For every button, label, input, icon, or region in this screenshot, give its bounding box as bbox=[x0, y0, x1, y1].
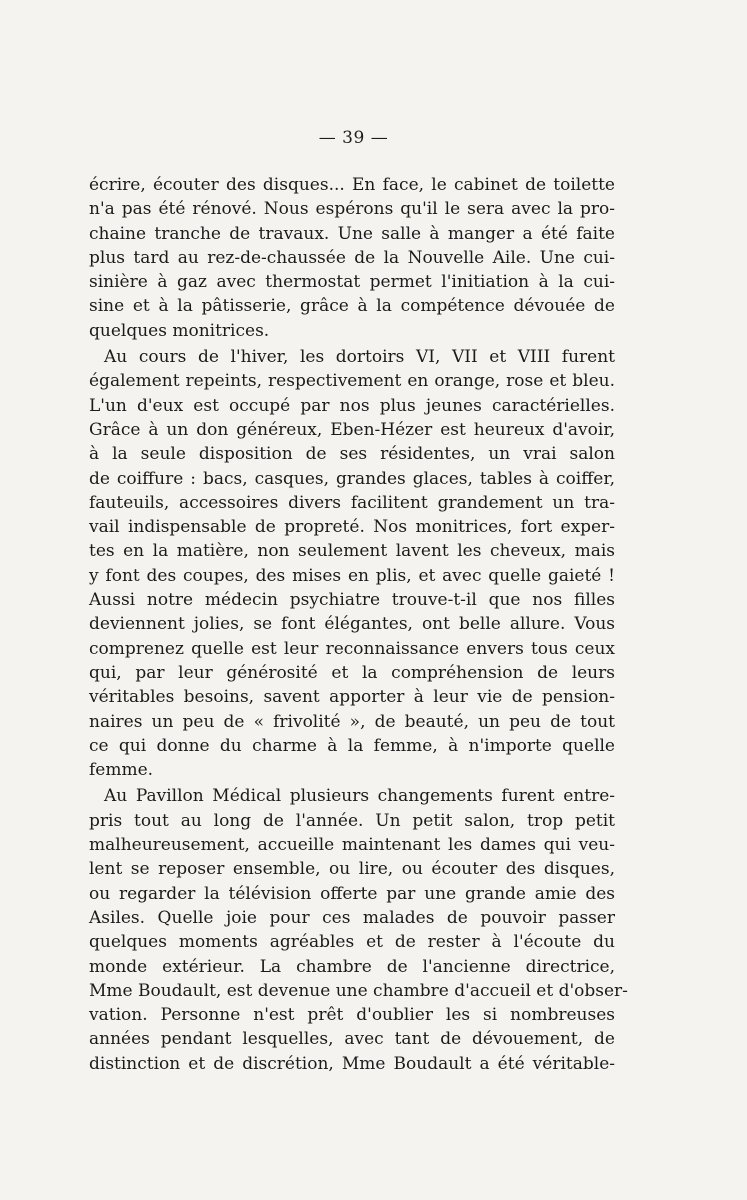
page-number: — 39 — bbox=[318, 128, 389, 148]
text-line: ce qui donne du charme à la femme, à n'importe quelle bbox=[89, 735, 615, 756]
text-line: L'un d'eux est occupé par nos plus jeunes caractérielles. bbox=[89, 395, 615, 416]
text-line: Au Pavillon Médical plusieurs changements furent entre- bbox=[104, 786, 615, 807]
text-line: chaine tranche de travaux. Une salle à manger a été faite bbox=[89, 223, 615, 244]
text-line: ou regarder la télévision offerte par une grande amie des bbox=[89, 883, 615, 904]
text-line: vation. Personne n'est prêt d'oublier les si nombreuses bbox=[89, 1005, 615, 1026]
text-line: malheureusement, accueille maintenant les dames qui veu- bbox=[89, 835, 615, 856]
text-line: vail indispensable de propreté. Nos monitrices, fort exper- bbox=[89, 517, 615, 538]
text-line: n'a pas été rénové. Nous espérons qu'il le sera avec la pro- bbox=[89, 199, 615, 220]
text-line: femme. bbox=[89, 760, 154, 781]
text-line: sine et à la pâtisserie, grâce à la compétence dévouée de bbox=[89, 296, 615, 317]
text-line: tes en la matière, non seulement lavent les cheveux, mais bbox=[89, 541, 615, 562]
paragraph-3 bbox=[89, 784, 628, 1076]
text-line: plus tard au rez-de-chaussée de la Nouvelle Aile. Une cui- bbox=[89, 247, 615, 268]
text-line: sinière à gaz avec thermostat permet l'initiation à la cui- bbox=[89, 272, 615, 293]
text-line: quelques monitrices. bbox=[89, 320, 270, 341]
text-line: Au cours de l'hiver, les dortoirs VI, VII et VIII furent bbox=[104, 347, 615, 368]
text-line: Grâce à un don généreux, Eben-Hézer est heureux d'avoir, bbox=[89, 419, 615, 440]
body-text bbox=[89, 173, 628, 1076]
text-line: de coiffure : bacs, casques, grandes glaces, tables à coiffer, bbox=[89, 468, 615, 489]
text-line: naires un peu de « frivolité », de beauté, un peu de tout bbox=[89, 711, 615, 732]
text-line: à la seule disposition de ses résidentes, un vrai salon bbox=[89, 444, 615, 465]
text-line: comprenez quelle est leur reconnaissance envers tous ceux bbox=[89, 638, 615, 659]
text-line: lent se reposer ensemble, ou lire, ou écouter des disques, bbox=[89, 859, 615, 880]
text-line: pris tout au long de l'année. Un petit salon, trop petit bbox=[89, 810, 615, 831]
text-line: quelques moments agréables et de rester à l'écoute du bbox=[89, 932, 615, 953]
text-line: fauteuils, accessoires divers facilitent grandement un tra- bbox=[89, 492, 615, 513]
paragraph-1 bbox=[89, 173, 615, 343]
text-line: monde extérieur. La chambre de l'ancienne directrice, bbox=[89, 956, 615, 977]
text-line: y font des coupes, des mises en plis, et avec quelle gaieté ! bbox=[89, 565, 615, 586]
text-line: véritables besoins, savent apporter à leur vie de pension- bbox=[89, 687, 615, 708]
text-line: écrire, écouter des disques... En face, le cabinet de toilette bbox=[89, 175, 615, 195]
text-line: qui, par leur générosité et la compréhension de leurs bbox=[89, 662, 615, 683]
text-line: Asiles. Quelle joie pour ces malades de pouvoir passer bbox=[89, 907, 615, 928]
text-line: Mme Boudault, est devenue une chambre d'accueil et d'obser- bbox=[89, 980, 628, 1001]
text-line: Aussi notre médecin psychiatre trouve-t-il que nos filles bbox=[89, 590, 615, 611]
text-line: également repeints, respectivement en orange, rose et bleu. bbox=[89, 371, 615, 392]
text-line: années pendant lesquelles, avec tant de dévouement, de bbox=[89, 1029, 615, 1050]
paragraph-2 bbox=[89, 345, 615, 782]
text-line: deviennent jolies, se font élégantes, ont belle allure. Vous bbox=[89, 614, 615, 635]
text-line: distinction et de discrétion, Mme Boudault a été véritable- bbox=[89, 1053, 615, 1074]
